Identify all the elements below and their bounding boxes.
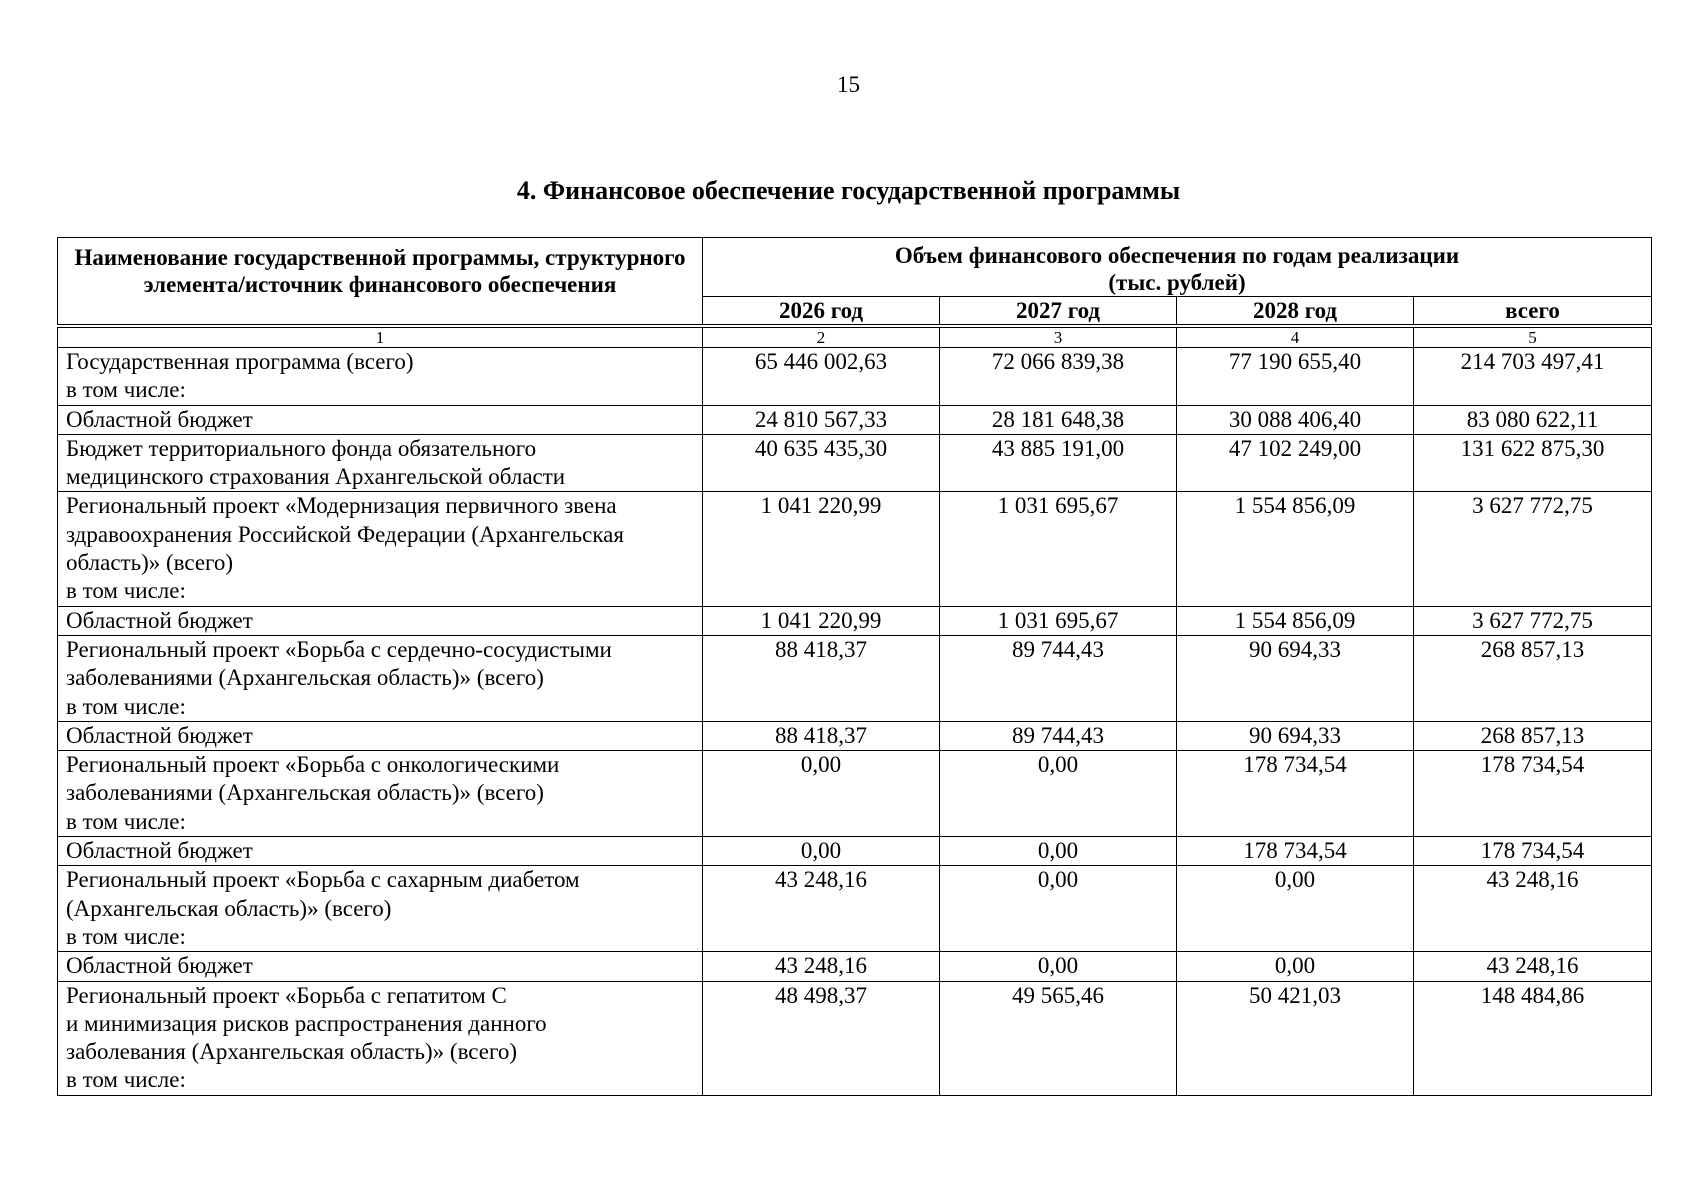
row-value: 1 554 856,09 — [1177, 606, 1414, 635]
row-name-line: Областной бюджет — [66, 722, 253, 748]
table-row — [58, 635, 1652, 721]
row-value: 43 248,16 — [703, 866, 940, 952]
row-value: 24 810 567,33 — [703, 405, 940, 434]
row-value: 47 102 249,00 — [1177, 434, 1414, 492]
row-value: 30 088 406,40 — [1177, 405, 1414, 434]
row-value: 214 703 497,41 — [1414, 348, 1652, 406]
row-name-line: в том числе: — [66, 693, 186, 719]
table-body — [58, 348, 1652, 1096]
row-value: 0,00 — [940, 837, 1177, 866]
row-value: 28 181 648,38 — [940, 405, 1177, 434]
financing-table — [57, 237, 1652, 1096]
table-row — [58, 981, 1652, 1095]
header-volume — [703, 238, 1652, 297]
row-name — [58, 348, 703, 406]
row-value: 178 734,54 — [1177, 751, 1414, 837]
row-value: 131 622 875,30 — [1414, 434, 1652, 492]
row-value: 1 041 220,99 — [703, 492, 940, 606]
table-row — [58, 751, 1652, 837]
row-value: 1 554 856,09 — [1177, 492, 1414, 606]
header-name: Наименование государственной программы, структурного элемента/источник финансового обеспечения — [58, 238, 703, 325]
row-name-line: (Архангельская область)» (всего) — [66, 895, 392, 921]
table-row — [58, 952, 1652, 981]
row-value: 77 190 655,40 — [1177, 348, 1414, 406]
row-name — [58, 635, 703, 721]
row-name-line: заболеваниями (Архангельская область)» (всего) — [66, 665, 544, 691]
row-value: 0,00 — [940, 952, 1177, 981]
row-name — [58, 434, 703, 492]
row-name-line: Региональный проект «Борьба с сердечно-сосудистыми — [66, 636, 612, 662]
row-name-line: Областной бюджет — [66, 838, 253, 864]
section-title: 4. Финансовое обеспечение государственной программы — [516, 176, 1181, 205]
row-name-line: здравоохранения Российской Федерации (Архангельская — [66, 521, 624, 547]
row-value: 89 744,43 — [940, 721, 1177, 750]
row-name-line: Региональный проект «Борьба с онкологическими — [66, 752, 560, 778]
row-value: 0,00 — [940, 866, 1177, 952]
row-name — [58, 405, 703, 434]
row-name — [58, 492, 703, 606]
row-value: 43 248,16 — [1414, 866, 1652, 952]
row-value: 43 248,16 — [1414, 952, 1652, 981]
row-name — [58, 837, 703, 866]
header-year-2026: 2026 год — [703, 297, 940, 325]
row-value: 0,00 — [703, 837, 940, 866]
row-name — [58, 751, 703, 837]
row-name-line: Бюджет территориального фонда обязательного — [66, 435, 537, 461]
row-value: 178 734,54 — [1414, 751, 1652, 837]
table-row — [58, 492, 1652, 606]
row-value: 83 080 622,11 — [1414, 405, 1652, 434]
row-value: 0,00 — [940, 751, 1177, 837]
row-name-line: Областной бюджет — [66, 953, 253, 979]
row-value: 48 498,37 — [703, 981, 940, 1095]
row-name-line: Региональный проект «Модернизация первичного звена — [66, 493, 617, 519]
table-row — [58, 405, 1652, 434]
row-name-line: заболеваниями (Архангельская область)» (всего) — [66, 780, 544, 806]
row-name-line: заболевания (Архангельская область)» (всего) — [66, 1039, 518, 1065]
row-value: 72 066 839,38 — [940, 348, 1177, 406]
row-value: 50 421,03 — [1177, 981, 1414, 1095]
header-volume-line1: Объем финансового обеспечения по годам реализации — [894, 243, 1460, 268]
table-row — [58, 434, 1652, 492]
row-name — [58, 866, 703, 952]
row-value: 89 744,43 — [940, 635, 1177, 721]
row-value: 1 041 220,99 — [703, 606, 940, 635]
row-name-line: в том числе: — [66, 923, 186, 949]
row-value: 1 031 695,67 — [940, 492, 1177, 606]
page-number: 15 — [837, 72, 860, 97]
row-name — [58, 952, 703, 981]
row-value: 3 627 772,75 — [1414, 606, 1652, 635]
row-value: 0,00 — [703, 751, 940, 837]
row-value: 43 248,16 — [703, 952, 940, 981]
header-total: всего — [1414, 297, 1652, 325]
row-name-line: Региональный проект «Борьба с сахарным диабетом — [66, 867, 580, 893]
header-year-2027: 2027 год — [940, 297, 1177, 325]
row-value: 178 734,54 — [1177, 837, 1414, 866]
row-name-line: Областной бюджет — [66, 607, 253, 633]
row-name-line: в том числе: — [66, 808, 186, 834]
row-value: 90 694,33 — [1177, 635, 1414, 721]
row-name — [58, 606, 703, 635]
row-value: 0,00 — [1177, 866, 1414, 952]
row-name — [58, 981, 703, 1095]
row-value: 49 565,46 — [940, 981, 1177, 1095]
column-number: 3 — [940, 328, 1177, 348]
row-value: 40 635 435,30 — [703, 434, 940, 492]
column-number: 4 — [1177, 328, 1414, 348]
row-name-line: медицинского страхования Архангельской области — [66, 464, 566, 490]
row-value: 1 031 695,67 — [940, 606, 1177, 635]
column-number: 5 — [1414, 328, 1652, 348]
table-row — [58, 837, 1652, 866]
table-row — [58, 866, 1652, 952]
row-name-line: в том числе: — [66, 1067, 186, 1093]
row-value: 88 418,37 — [703, 635, 940, 721]
row-value: 90 694,33 — [1177, 721, 1414, 750]
row-value: 43 885 191,00 — [940, 434, 1177, 492]
row-value: 65 446 002,63 — [703, 348, 940, 406]
row-name-line: область)» (всего) — [66, 550, 234, 576]
row-value: 88 418,37 — [703, 721, 940, 750]
row-value: 178 734,54 — [1414, 837, 1652, 866]
row-name-line: в том числе: — [66, 578, 186, 604]
row-name-line: Государственная программа (всего) — [66, 349, 414, 374]
row-value: 268 857,13 — [1414, 721, 1652, 750]
row-name-line: в том числе: — [66, 377, 186, 403]
header-volume-line2: (тыс. рублей) — [1108, 270, 1246, 295]
table-row — [58, 721, 1652, 750]
row-value: 3 627 772,75 — [1414, 492, 1652, 606]
row-name-line: и минимизация рисков распространения данного — [66, 1010, 547, 1036]
table-row — [58, 606, 1652, 635]
row-name — [58, 721, 703, 750]
row-value: 0,00 — [1177, 952, 1414, 981]
row-name-line: Областной бюджет — [66, 406, 253, 432]
row-value: 268 857,13 — [1414, 635, 1652, 721]
column-number: 2 — [703, 328, 940, 348]
header-year-2028: 2028 год — [1177, 297, 1414, 325]
column-number: 1 — [58, 328, 703, 348]
row-value: 148 484,86 — [1414, 981, 1652, 1095]
row-name-line: Региональный проект «Борьба с гепатитом С — [66, 982, 507, 1008]
table-row — [58, 348, 1652, 406]
